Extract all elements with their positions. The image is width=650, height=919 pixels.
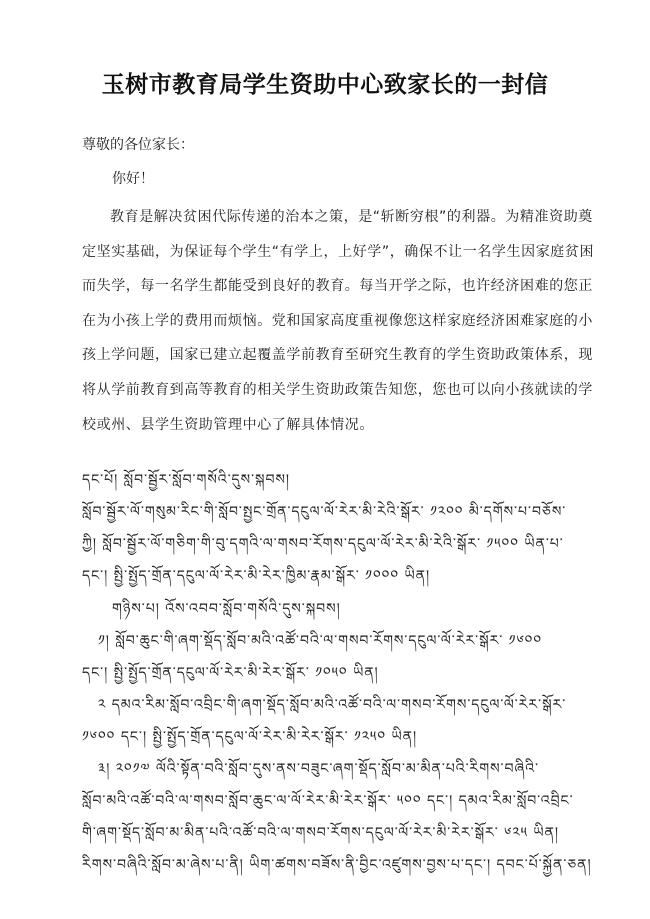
tibetan-line: ༣། ༢༠༡༧ ལོའི་སྟོན་བའི་སློབ་དུས་ནས་བཟུང་ཞག་སྡོད་སློབ་མ་མིན་པའི་རིགས་བཞིའི་ — [98, 761, 540, 777]
tibetan-line: ༡༦༠༠ དང་། སྤྱི་སྤྱོད་གྲོན་དངུལ་ལོ་རེར་མི་རེར་སྒོར་ ༡༢༥༠ ཡིན། — [82, 729, 418, 745]
tibetan-line: སློབ་མའི་འཚོ་བའི་ལ་གསབ་སློབ་ཆུང་ལ་ལོ་རེར་མི་རེར་སྒོར་ ༥༠༠ དང་། དམའ་རིམ་སློབ་འབྲིང་ — [82, 793, 574, 809]
tibetan-heading-1: དང་པོ། སློབ་སྦྱོར་སློབ་གསོའི་དུས་སྐབས། — [82, 472, 291, 488]
salutation: 尊敬的各位家长： — [82, 137, 194, 153]
greeting: 你好！ — [112, 171, 154, 187]
tibetan-line: ༡། སློབ་ཆུང་གི་ཞག་སྡོད་སློབ་མའི་འཚོ་བའི་ལ་གསབ་རོགས་དངུལ་ལོ་རེར་སྒོར་ ༡༦༠༠ — [98, 633, 543, 649]
tibetan-line: དང་། སྤྱི་སྤྱོད་གྲོན་དངུལ་ལོ་རེར་མི་རེར་ཁྱིམ་རྣམ་སྒོར་ ༡༠༠༠ ཡིན། — [82, 568, 431, 584]
document-title: 玉树市教育局学生资助中心致家长的一封信 — [101, 71, 549, 98]
tibetan-heading-2: གཉིས་པ། འོས་འབབ་སློབ་གསོའི་དུས་སྐབས། — [112, 601, 341, 617]
tibetan-line: གི་ཞག་སྡོད་སློབ་མ་མིན་པའི་འཚོ་བའི་ལ་གསབ་རོགས་དངུལ་ལོ་རེར་མི་རེར་སྒོར་ ༦༢༥ ཡིན། — [82, 825, 559, 841]
body-paragraph: 教育是解决贫困代际传递的治本之策，是“斩断穷根”的利器。为精准资助奠定坚实基础，为保证每个学生“有学上，上好学”，确保不让一名学生因家庭贫困而失学，每一名学生都能受到良好的教育。每当开学之际，也许经济困难的您正在为小孩上学的费用而烦恼。党和国家高度重视像您这样家庭经济困难家庭的小孩上学问题，国家已建立起覆盖学前教育至研究生教育的学生资助政策体系，现将从学前教育到高等教育的相关学生资助政策告知您，您也可以向小孩就读的学校或州、县学生资助管理中心了解具体情况。 — [82, 209, 595, 433]
tibetan-line: ཀྱི། སློབ་སྦྱོར་ལོ་གཅིག་གི་བུ་དགའི་ལ་གསབ་རོགས་དངུལ་ལོ་རེར་མི་རེའི་སྒོར་ ༡༥༠༠ ཡིན་པ་ — [82, 536, 564, 552]
tibetan-line: རིགས་བཞིའི་སློབ་མ་ཞེས་པ་ནི། ཡིག་ཚགས་བཟོས་ནི་བྱིང་འཛུགས་བྱས་པ་དང་། དབང་པོ་སྐྱོན་ཅན། — [82, 857, 592, 873]
tibetan-line: ༢ དམའ་རིམ་སློབ་འབྲིང་གི་ཞག་སྡོད་སློབ་མའི་འཚོ་བའི་ལ་གསབ་རོགས་དངུལ་ལོ་རེར་སྒོར་ — [98, 697, 567, 713]
tibetan-line: སློབ་སྦྱོར་ལོ་གསུམ་རིང་གི་སློབ་སྤྱང་གྲོན་དངུལ་ལོ་རེར་མི་རེའི་སྒོར་ ༡༢༠༠ མི་དགོས་པ་བཅོས་ — [82, 504, 567, 520]
tibetan-line: དང་། སྤྱི་སྤྱོད་གྲོན་དངུལ་ལོ་རེར་མི་རེར་སྒོར་ ༡༠༥༠ ཡིན། — [82, 665, 379, 681]
